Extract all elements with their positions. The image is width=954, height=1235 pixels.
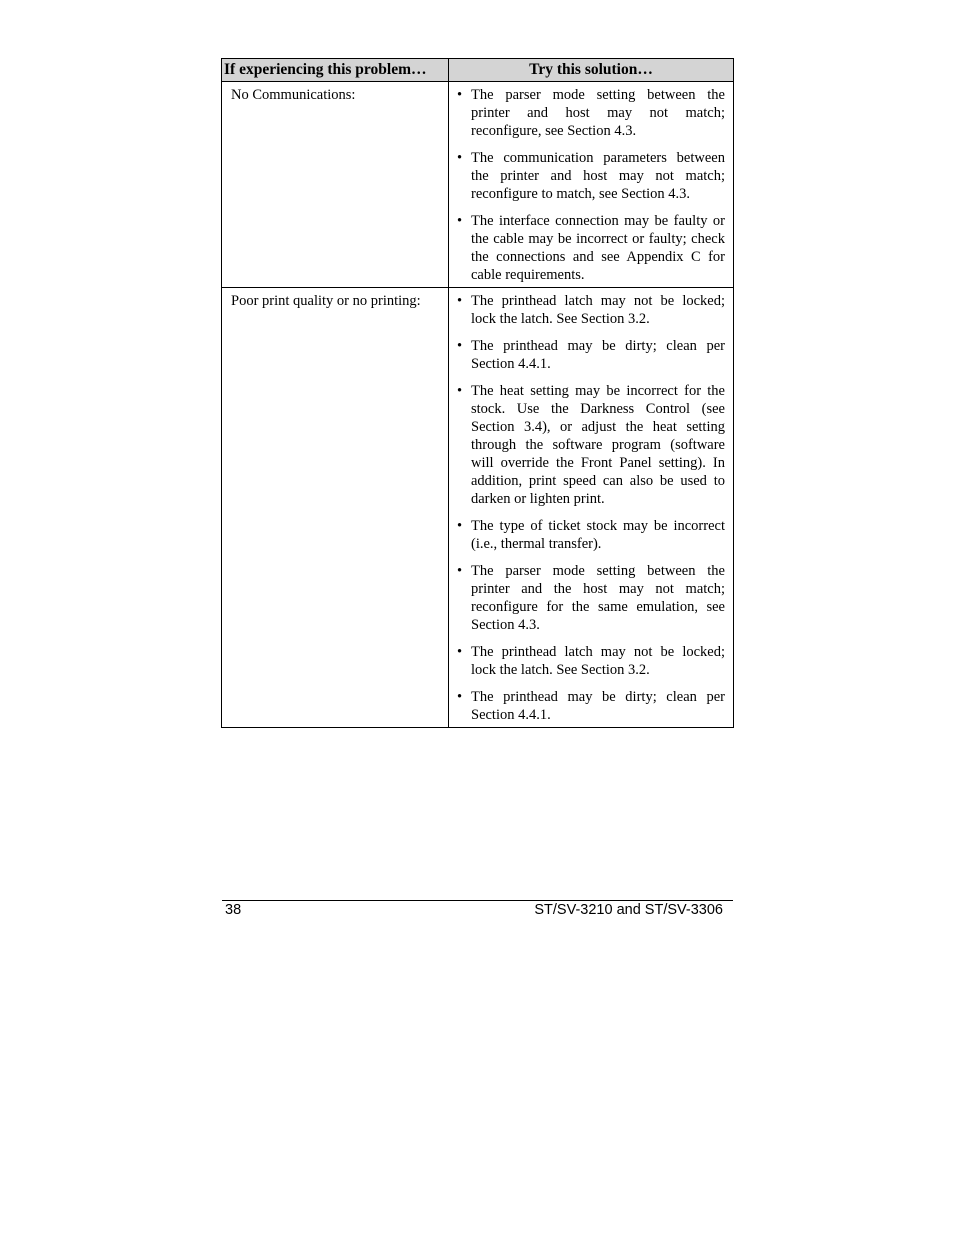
solution-text: The printhead latch may not be locked; lock the latch. See Section 3.2. — [471, 293, 725, 327]
solutions-cell — [449, 82, 734, 288]
footer-divider — [222, 900, 733, 901]
table-row — [222, 82, 734, 288]
solution-item — [455, 86, 725, 140]
table-header-row — [222, 59, 734, 82]
solution-item — [455, 688, 725, 724]
solution-item — [455, 212, 725, 284]
solution-text: The printhead may be dirty; clean per Section 4.4.1. — [471, 338, 725, 372]
solution-text: The communication parameters between the printer and host may not match; reconfigure to match, see Section 4.3. — [471, 150, 725, 202]
bullet-icon: • — [457, 87, 463, 103]
troubleshooting-table — [221, 58, 734, 728]
solution-text: The printhead may be dirty; clean per Section 4.4.1. — [471, 689, 725, 723]
table-row — [222, 288, 734, 728]
solution-text: The printhead latch may not be locked; lock the latch. See Section 3.2. — [471, 644, 725, 678]
bullet-icon: • — [457, 689, 463, 705]
bullet-icon: • — [457, 213, 463, 229]
problem-cell: Poor print quality or no printing: — [222, 288, 449, 728]
solution-text: The parser mode setting between the printer and host may not match; reconfigure, see Section 4.3. — [471, 87, 725, 139]
bullet-icon: • — [457, 518, 463, 534]
solution-item — [455, 643, 725, 679]
solution-item — [455, 562, 725, 634]
solution-item — [455, 149, 725, 203]
solution-item — [455, 337, 725, 373]
footer-document-title: ST/SV-3210 and ST/SV-3306 — [534, 902, 723, 918]
solution-text: The parser mode setting between the printer and the host may not match; reconfigure for the same emulation, see Section 4.3. — [471, 563, 725, 633]
bullet-icon: • — [457, 383, 463, 399]
solution-item — [455, 292, 725, 328]
header-problem: If experiencing this problem… — [222, 59, 449, 82]
solution-list — [455, 292, 725, 724]
bullet-icon: • — [457, 644, 463, 660]
solution-text: The heat setting may be incorrect for the stock. Use the Darkness Control (see Section 3.4), or adjust the heat setting through the software program (software will override the Front Panel setting). In addition, print speed can also be used to darken or lighten print. — [471, 383, 725, 507]
solution-text: The type of ticket stock may be incorrect (i.e., thermal transfer). — [471, 518, 725, 552]
bullet-icon: • — [457, 150, 463, 166]
solution-list — [455, 86, 725, 284]
solution-item — [455, 382, 725, 508]
bullet-icon: • — [457, 563, 463, 579]
header-solution: Try this solution… — [449, 59, 734, 82]
solutions-cell — [449, 288, 734, 728]
solution-item — [455, 517, 725, 553]
page-number: 38 — [225, 902, 242, 918]
bullet-icon: • — [457, 293, 463, 309]
bullet-icon: • — [457, 338, 463, 354]
solution-text: The interface connection may be faulty or the cable may be incorrect or faulty; check the connections and see Appendix C for cable requirements. — [471, 213, 725, 283]
problem-cell: No Communications: — [222, 82, 449, 288]
